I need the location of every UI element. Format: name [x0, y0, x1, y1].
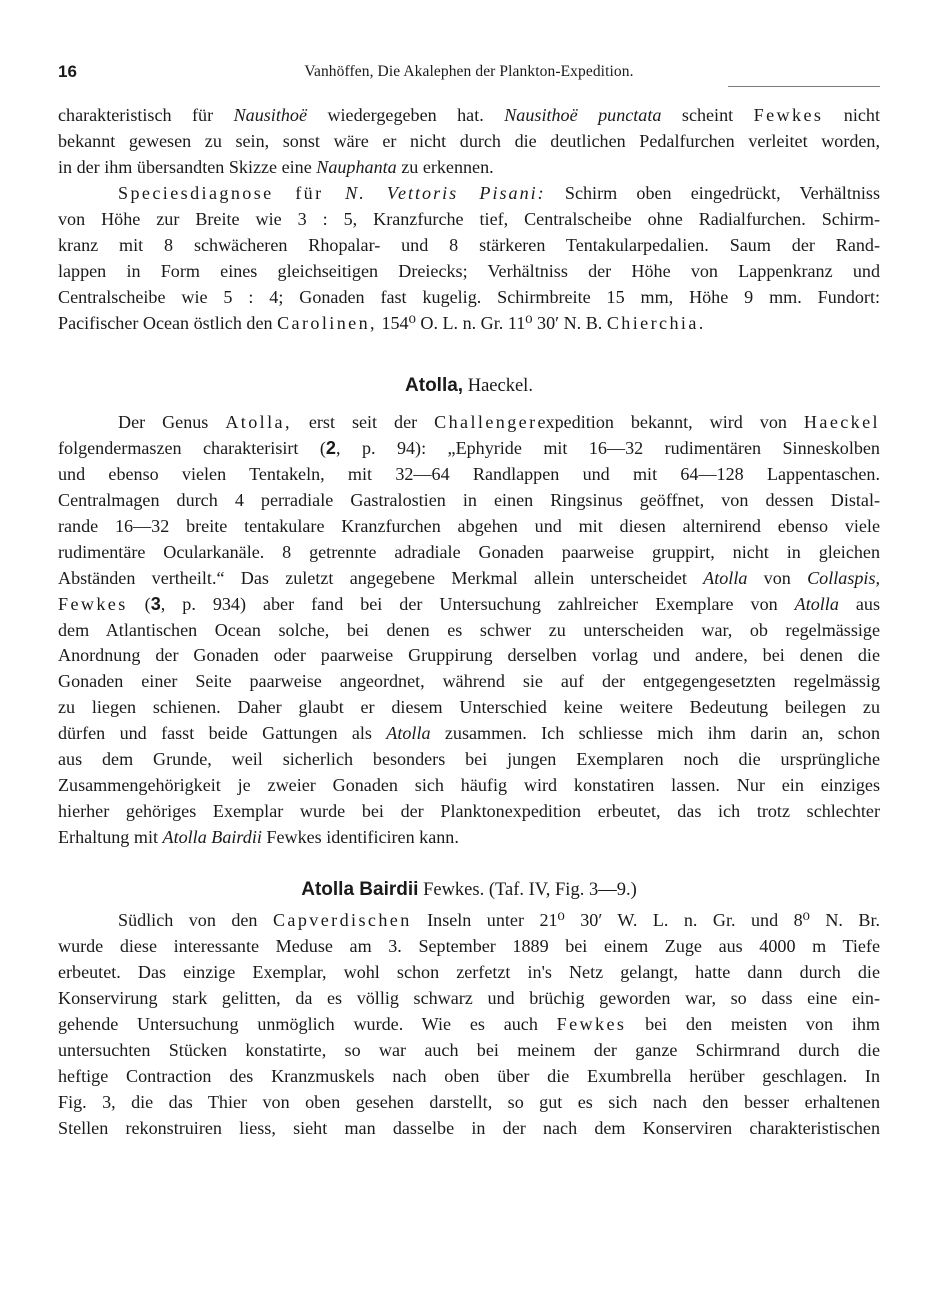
page-number: 16 — [58, 62, 77, 81]
text-line — [58, 155, 880, 181]
text-fragment: Speciesdiagnose für — [118, 183, 346, 203]
text-fragment: 2 — [325, 437, 336, 458]
text-fragment: 3 — [150, 593, 161, 614]
text-fragment: expedition bekannt, wird von — [537, 412, 804, 432]
text-fragment: Carolinen, — [277, 312, 377, 333]
section-heading-atolla: Atolla, Haeckel. — [405, 375, 533, 396]
text-fragment: Atolla — [386, 723, 431, 744]
text-line: rande 16—32 breite tentakulare Kranzfurchen abgehen und mit diesen alternirend ebenso viele — [58, 515, 880, 536]
text-fragment: Schirm oben eingedrückt, Verhältniss — [545, 183, 880, 203]
text-line: heftige Contraction des Kranzmuskels nach oben über die Exumbrella herüber geschlagen. In — [58, 1065, 880, 1086]
text-line: rudimentäre Ocularkanäle. 8 getrennte adradiale Gonaden paarweise gruppirt, nicht in gleichen — [58, 541, 880, 562]
text-fragment: Fewkes — [753, 105, 824, 125]
text-fragment: Nauphanta — [316, 156, 397, 177]
text-line: zu liegen schienen. Daher glaubt er diesem Unterschied keine weitere Bedeutung beilegen zu — [58, 697, 880, 718]
text-line — [58, 566, 880, 592]
text-fragment: Fewkes — [58, 593, 128, 614]
text-line — [58, 825, 880, 851]
text-line: und ebenso vielen Tentakeln, mit 32—64 Randlappen und mit 64—128 Lappentaschen. — [58, 463, 880, 484]
text-fragment: Atolla — [794, 593, 839, 614]
text-fragment: Fewkes identificiren kann. — [261, 827, 459, 847]
text-fragment: von — [747, 567, 808, 588]
text-fragment: ( — [127, 593, 151, 614]
text-fragment: Challenger — [434, 412, 538, 432]
text-fragment: bei den meisten von ihm — [626, 1013, 880, 1034]
text-fragment: gehende Untersuchung unmöglich wurde. Wie es auch — [58, 1013, 557, 1034]
paragraph-atolla-bairdii — [58, 908, 880, 1141]
text-line — [58, 1012, 880, 1038]
text-fragment: nicht — [823, 105, 880, 125]
text-fragment: Der Genus — [118, 412, 226, 432]
paragraph-nausithoe — [58, 103, 880, 181]
text-line: lappen in Form eines gleichseitigen Dreiecks; Verhältniss der Höhe von Lappenkranz und — [58, 260, 880, 281]
text-line: Stellen rekonstruiren liess, sieht man dasselbe in der nach dem Konserviren charakteristischen — [58, 1117, 880, 1138]
page-header — [58, 62, 880, 84]
text-fragment: in der ihm übersandten Skizze eine — [58, 156, 317, 177]
text-line: Centralscheibe wie 5 : 4; Gonaden fast kugelig. Schirmbreite 15 mm, Höhe 9 mm. Fundort: — [58, 286, 880, 307]
text-fragment: aus — [838, 593, 880, 614]
text-fragment: N. Vettoris Pisani: — [345, 183, 546, 203]
text-fragment: Collaspis, — [807, 567, 880, 588]
section-heading-atolla-bairdii: Atolla Bairdii Fewkes. (Taf. IV, Fig. 3—9.) — [301, 879, 637, 900]
header-rule — [728, 86, 880, 87]
text-fragment: Inseln unter 21⁰ 30′ W. L. n. Gr. und 8⁰ N. Br. — [411, 910, 880, 930]
text-line: dem Atlantischen Ocean solche, bei denen es schwer zu unterscheiden war, ob regelmässige — [58, 619, 880, 640]
text-line — [58, 103, 880, 129]
text-line: kranz mit 8 schwächeren Rhopalar- und 8 stärkeren Tentakularpedalien. Saum der Rand- — [58, 234, 880, 255]
text-fragment: 154⁰ O. L. n. Gr. 11⁰ 30′ N. B. — [376, 312, 607, 333]
text-fragment: dürfen und fasst beide Gattungen als — [58, 723, 387, 744]
text-line: Konservirung stark gelitten, da es völlig schwarz und brüchig geworden war, so dass eine ein- — [58, 987, 880, 1008]
text-fragment: Abständen vertheilt.“ Das zuletzt angegebene Merkmal allein unterscheidet — [58, 567, 704, 588]
paragraph-atolla-genus — [58, 410, 880, 851]
text-fragment: Chierchia. — [606, 312, 706, 333]
text-fragment: charakteristisch für — [58, 105, 234, 125]
text-fragment: , p. 94): „Ephyride mit 16—32 rudimentären Sinneskolben — [336, 437, 880, 458]
running-title: Vanhöffen, Die Akalephen der Plankton-Expedition. — [304, 63, 634, 80]
text-fragment: erst seit der — [291, 412, 435, 432]
text-fragment: folgendermaszen charakterisirt ( — [58, 437, 326, 458]
text-fragment: Südlich von den — [118, 910, 273, 930]
text-line: Gonaden einer Seite paarweise angeordnet, während sie auf der entgegengesetzten regelmässig — [58, 671, 880, 692]
text-line: von Höhe zur Breite wie 3 : 5, Kranzfurche tief, Centralscheibe ohne Radialfurchen. Schirm- — [58, 208, 880, 229]
text-line — [58, 311, 880, 337]
text-line — [58, 908, 880, 934]
text-fragment: Pacifischer Ocean östlich den — [58, 312, 278, 333]
text-line — [58, 181, 880, 207]
text-fragment: Nausithoë — [233, 105, 307, 125]
text-fragment: Atolla, — [225, 412, 292, 432]
text-line: wurde diese interessante Meduse am 3. September 1889 bei einem Zuge aus 4000 m Tiefe — [58, 935, 880, 956]
text-line: erbeutet. Das einzige Exemplar, wohl schon zerfetzt in's Netz gelangt, hatte dann durch die — [58, 961, 880, 982]
text-fragment: zu erkennen. — [396, 156, 494, 177]
text-fragment: zusammen. Ich schliesse mich ihm darin an, schon — [430, 723, 880, 744]
text-line: aus dem Grunde, weil sicherlich besonders bei jungen Exemplaren noch die ursprüngliche — [58, 749, 880, 770]
text-line: Zusammengehörigkeit je zweier Gonaden sich häufig wird konstatiren lassen. Nur ein einziges — [58, 775, 880, 796]
text-line — [58, 721, 880, 747]
text-fragment: Erhaltung mit — [58, 827, 163, 847]
text-line: Centralmagen durch 4 perradiale Gastralostien in einen Ringsinus geöffnet, von dessen Distal- — [58, 489, 880, 510]
paragraph-species-diagnosis — [58, 181, 880, 337]
text-fragment: wiedergegeben hat. — [306, 105, 505, 125]
text-line — [58, 410, 880, 436]
text-fragment: Fewkes — [556, 1013, 627, 1034]
text-line — [58, 592, 880, 618]
text-line: hierher gehöriges Exemplar wurde bei der Planktonexpedition erbeutet, das ich trotz schlechter — [58, 801, 880, 822]
text-fragment: Haeckel — [803, 412, 880, 432]
text-fragment: , p. 934) aber fand bei der Untersuchung zahlreicher Exemplare von — [160, 593, 795, 614]
text-line: bekannt gewesen zu sein, sonst wäre er nicht durch die deutlichen Pedalfurchen verleitet worden, — [58, 130, 880, 151]
text-fragment: Atolla — [703, 567, 748, 588]
text-line — [58, 436, 880, 462]
text-fragment: Nausithoë punctata — [504, 105, 662, 125]
text-line: Anordnung der Gonaden oder paarweise Gruppirung derselben vorlag und andere, bei denen die — [58, 645, 880, 666]
text-fragment: scheint — [661, 105, 754, 125]
text-fragment: Atolla Bairdii — [162, 827, 262, 847]
text-line: untersuchten Stücken konstatirte, so war auch bei meinem der ganze Schirmrand durch die — [58, 1039, 880, 1060]
text-line: Fig. 3, die das Thier von oben gesehen darstellt, so gut es sich nach den besser erhaltenen — [58, 1091, 880, 1112]
text-fragment: Capverdischen — [272, 910, 412, 930]
